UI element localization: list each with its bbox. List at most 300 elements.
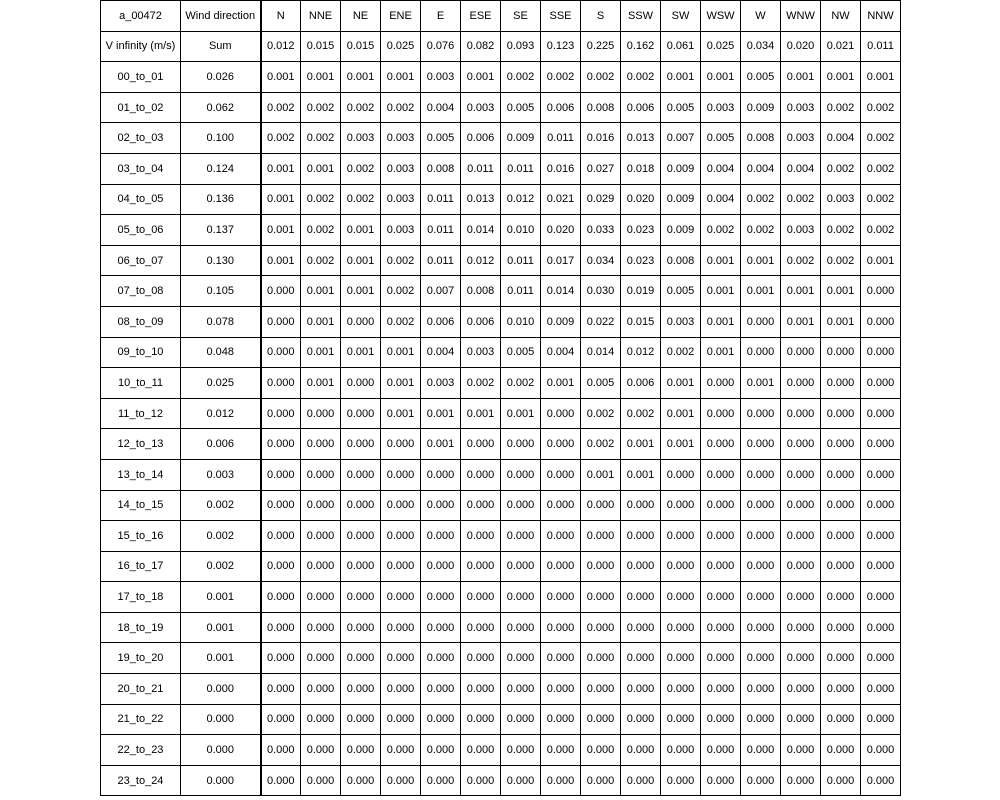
frequency-cell: 0.000 [381, 704, 421, 735]
frequency-cell: 0.002 [781, 245, 821, 276]
frequency-cell: 0.002 [741, 184, 781, 215]
speed-bin-label: 01_to_02 [101, 92, 181, 123]
frequency-cell: 0.000 [821, 643, 861, 674]
frequency-cell: 0.001 [861, 245, 901, 276]
frequency-cell: 0.000 [741, 459, 781, 490]
direction-header-cell: N [261, 1, 301, 32]
frequency-cell: 0.008 [741, 123, 781, 154]
frequency-cell: 0.001 [701, 276, 741, 307]
frequency-cell: 0.003 [701, 92, 741, 123]
frequency-cell: 0.000 [301, 490, 341, 521]
frequency-cell: 0.000 [861, 306, 901, 337]
frequency-cell: 0.000 [781, 612, 821, 643]
frequency-cell: 0.003 [421, 62, 461, 93]
frequency-cell: 0.000 [861, 582, 901, 613]
frequency-cell: 0.000 [261, 306, 301, 337]
frequency-cell: 0.000 [341, 459, 381, 490]
frequency-cell: 0.013 [621, 123, 661, 154]
row-sum-cell: 0.002 [181, 551, 261, 582]
frequency-cell: 0.021 [541, 184, 581, 215]
direction-sum-cell: 0.025 [701, 31, 741, 62]
frequency-cell: 0.000 [821, 735, 861, 766]
speed-bin-label: 20_to_21 [101, 674, 181, 705]
frequency-cell: 0.002 [661, 337, 701, 368]
frequency-cell: 0.001 [821, 306, 861, 337]
frequency-cell: 0.000 [461, 643, 501, 674]
frequency-cell: 0.000 [341, 429, 381, 460]
speed-bin-label: 03_to_04 [101, 153, 181, 184]
frequency-cell: 0.001 [661, 368, 701, 399]
frequency-cell: 0.000 [541, 490, 581, 521]
frequency-cell: 0.000 [261, 276, 301, 307]
direction-sum-cell: 0.225 [581, 31, 621, 62]
frequency-cell: 0.000 [621, 521, 661, 552]
frequency-cell: 0.033 [581, 215, 621, 246]
frequency-cell: 0.000 [861, 704, 901, 735]
frequency-cell: 0.001 [341, 215, 381, 246]
direction-sum-cell: 0.034 [741, 31, 781, 62]
speed-bin-label: 11_to_12 [101, 398, 181, 429]
direction-sum-cell: 0.011 [861, 31, 901, 62]
frequency-cell: 0.034 [581, 245, 621, 276]
frequency-cell: 0.003 [661, 306, 701, 337]
frequency-cell: 0.022 [581, 306, 621, 337]
frequency-cell: 0.000 [701, 704, 741, 735]
table-row [101, 337, 901, 368]
frequency-cell: 0.000 [621, 551, 661, 582]
frequency-cell: 0.006 [541, 92, 581, 123]
sum-row [101, 31, 901, 62]
frequency-cell: 0.014 [581, 337, 621, 368]
frequency-cell: 0.000 [581, 551, 621, 582]
frequency-cell: 0.004 [701, 153, 741, 184]
frequency-cell: 0.000 [781, 643, 821, 674]
frequency-cell: 0.000 [301, 643, 341, 674]
frequency-cell: 0.002 [301, 123, 341, 154]
frequency-cell: 0.030 [581, 276, 621, 307]
frequency-cell: 0.000 [661, 521, 701, 552]
frequency-cell: 0.000 [781, 490, 821, 521]
frequency-cell: 0.000 [661, 582, 701, 613]
direction-header-cell: WNW [781, 1, 821, 32]
frequency-cell: 0.002 [781, 184, 821, 215]
table-row [101, 368, 901, 399]
frequency-cell: 0.009 [661, 153, 701, 184]
row-sum-cell: 0.130 [181, 245, 261, 276]
frequency-cell: 0.000 [301, 735, 341, 766]
frequency-cell: 0.000 [781, 674, 821, 705]
frequency-cell: 0.000 [461, 612, 501, 643]
frequency-cell: 0.000 [261, 582, 301, 613]
frequency-cell: 0.000 [861, 276, 901, 307]
frequency-cell: 0.014 [461, 215, 501, 246]
frequency-cell: 0.000 [381, 735, 421, 766]
frequency-cell: 0.000 [301, 459, 341, 490]
frequency-cell: 0.002 [341, 184, 381, 215]
frequency-cell: 0.001 [821, 276, 861, 307]
frequency-cell: 0.001 [781, 276, 821, 307]
frequency-cell: 0.001 [661, 62, 701, 93]
row-sum-cell: 0.048 [181, 337, 261, 368]
row-sum-cell: 0.002 [181, 521, 261, 552]
frequency-cell: 0.000 [461, 735, 501, 766]
frequency-cell: 0.002 [621, 398, 661, 429]
table-row [101, 62, 901, 93]
frequency-cell: 0.001 [381, 62, 421, 93]
frequency-cell: 0.002 [541, 62, 581, 93]
frequency-cell: 0.000 [421, 704, 461, 735]
speed-bin-label: 04_to_05 [101, 184, 181, 215]
row-sum-cell: 0.003 [181, 459, 261, 490]
frequency-cell: 0.000 [621, 582, 661, 613]
frequency-cell: 0.005 [701, 123, 741, 154]
frequency-cell: 0.008 [661, 245, 701, 276]
frequency-cell: 0.000 [781, 765, 821, 796]
frequency-cell: 0.000 [621, 765, 661, 796]
frequency-cell: 0.001 [821, 62, 861, 93]
row-sum-cell: 0.078 [181, 306, 261, 337]
frequency-cell: 0.000 [661, 459, 701, 490]
frequency-cell: 0.007 [421, 276, 461, 307]
frequency-cell: 0.002 [301, 215, 341, 246]
frequency-cell: 0.003 [781, 92, 821, 123]
frequency-cell: 0.000 [861, 459, 901, 490]
frequency-cell: 0.015 [621, 306, 661, 337]
row-sum-cell: 0.000 [181, 674, 261, 705]
direction-header-cell: SE [501, 1, 541, 32]
frequency-cell: 0.016 [541, 153, 581, 184]
frequency-cell: 0.000 [421, 735, 461, 766]
frequency-cell: 0.009 [541, 306, 581, 337]
frequency-cell: 0.000 [701, 735, 741, 766]
direction-sum-cell: 0.076 [421, 31, 461, 62]
direction-sum-cell: 0.020 [781, 31, 821, 62]
frequency-cell: 0.000 [421, 674, 461, 705]
table-row [101, 459, 901, 490]
frequency-cell: 0.000 [341, 490, 381, 521]
frequency-cell: 0.000 [741, 429, 781, 460]
frequency-cell: 0.000 [781, 735, 821, 766]
frequency-cell: 0.000 [661, 612, 701, 643]
frequency-cell: 0.000 [701, 612, 741, 643]
frequency-cell: 0.000 [781, 551, 821, 582]
frequency-cell: 0.000 [781, 368, 821, 399]
direction-sum-cell: 0.123 [541, 31, 581, 62]
frequency-cell: 0.000 [861, 337, 901, 368]
table-row [101, 521, 901, 552]
speed-bin-label: 02_to_03 [101, 123, 181, 154]
direction-header: Wind direction [181, 1, 261, 32]
frequency-cell: 0.000 [461, 704, 501, 735]
direction-sum-cell: 0.012 [261, 31, 301, 62]
frequency-cell: 0.000 [821, 704, 861, 735]
frequency-cell: 0.011 [501, 276, 541, 307]
frequency-cell: 0.005 [501, 92, 541, 123]
frequency-cell: 0.000 [381, 765, 421, 796]
frequency-cell: 0.010 [501, 215, 541, 246]
frequency-cell: 0.000 [661, 735, 701, 766]
direction-header-cell: NW [821, 1, 861, 32]
frequency-cell: 0.000 [501, 612, 541, 643]
frequency-cell: 0.009 [741, 92, 781, 123]
frequency-cell: 0.000 [581, 582, 621, 613]
frequency-cell: 0.003 [821, 184, 861, 215]
frequency-cell: 0.000 [541, 612, 581, 643]
row-sum-cell: 0.006 [181, 429, 261, 460]
frequency-cell: 0.016 [581, 123, 621, 154]
direction-sum-cell: 0.025 [381, 31, 421, 62]
frequency-cell: 0.001 [741, 245, 781, 276]
frequency-cell: 0.000 [781, 337, 821, 368]
frequency-cell: 0.002 [301, 184, 341, 215]
frequency-cell: 0.000 [741, 735, 781, 766]
frequency-cell: 0.002 [741, 215, 781, 246]
frequency-cell: 0.000 [781, 582, 821, 613]
direction-header-cell: NNW [861, 1, 901, 32]
frequency-cell: 0.001 [501, 398, 541, 429]
frequency-cell: 0.000 [821, 674, 861, 705]
frequency-cell: 0.000 [741, 337, 781, 368]
frequency-cell: 0.013 [461, 184, 501, 215]
frequency-cell: 0.000 [301, 674, 341, 705]
frequency-cell: 0.000 [701, 490, 741, 521]
table-row [101, 551, 901, 582]
frequency-cell: 0.010 [501, 306, 541, 337]
frequency-cell: 0.001 [381, 368, 421, 399]
frequency-cell: 0.008 [581, 92, 621, 123]
frequency-cell: 0.000 [261, 735, 301, 766]
frequency-cell: 0.005 [661, 276, 701, 307]
frequency-cell: 0.002 [621, 62, 661, 93]
frequency-cell: 0.000 [621, 674, 661, 705]
row-sum-cell: 0.026 [181, 62, 261, 93]
frequency-cell: 0.002 [861, 184, 901, 215]
row-sum-cell: 0.100 [181, 123, 261, 154]
frequency-cell: 0.000 [781, 398, 821, 429]
row-sum-cell: 0.105 [181, 276, 261, 307]
frequency-cell: 0.000 [581, 490, 621, 521]
direction-header-cell: ENE [381, 1, 421, 32]
frequency-cell: 0.000 [541, 704, 581, 735]
speed-bin-label: 18_to_19 [101, 612, 181, 643]
frequency-cell: 0.000 [821, 337, 861, 368]
frequency-cell: 0.000 [541, 551, 581, 582]
frequency-cell: 0.006 [461, 306, 501, 337]
frequency-cell: 0.001 [381, 398, 421, 429]
frequency-cell: 0.001 [421, 429, 461, 460]
wind-frequency-table [100, 0, 901, 796]
frequency-cell: 0.000 [701, 398, 741, 429]
frequency-cell: 0.000 [821, 459, 861, 490]
frequency-cell: 0.000 [501, 765, 541, 796]
frequency-cell: 0.000 [501, 521, 541, 552]
frequency-cell: 0.000 [661, 643, 701, 674]
frequency-cell: 0.007 [661, 123, 701, 154]
direction-header-cell: S [581, 1, 621, 32]
frequency-cell: 0.000 [741, 398, 781, 429]
frequency-cell: 0.000 [621, 490, 661, 521]
frequency-cell: 0.004 [701, 184, 741, 215]
speed-bin-label: 21_to_22 [101, 704, 181, 735]
frequency-cell: 0.001 [701, 306, 741, 337]
frequency-cell: 0.004 [821, 123, 861, 154]
frequency-cell: 0.002 [461, 368, 501, 399]
frequency-cell: 0.003 [341, 123, 381, 154]
frequency-cell: 0.004 [541, 337, 581, 368]
frequency-cell: 0.000 [541, 735, 581, 766]
frequency-cell: 0.000 [741, 551, 781, 582]
frequency-cell: 0.001 [701, 62, 741, 93]
speed-bin-label: 05_to_06 [101, 215, 181, 246]
frequency-cell: 0.008 [421, 153, 461, 184]
direction-header-cell: SSE [541, 1, 581, 32]
table-row [101, 215, 901, 246]
frequency-cell: 0.000 [581, 612, 621, 643]
row-sum-cell: 0.001 [181, 612, 261, 643]
row-sum-cell: 0.136 [181, 184, 261, 215]
speed-bin-label: 13_to_14 [101, 459, 181, 490]
frequency-cell: 0.000 [621, 612, 661, 643]
table-row [101, 674, 901, 705]
frequency-cell: 0.000 [741, 765, 781, 796]
frequency-cell: 0.001 [461, 62, 501, 93]
sum-label: Sum [181, 31, 261, 62]
row-sum-cell: 0.000 [181, 704, 261, 735]
frequency-cell: 0.023 [621, 245, 661, 276]
speed-bin-label: 19_to_20 [101, 643, 181, 674]
speed-bin-label: 23_to_24 [101, 765, 181, 796]
frequency-cell: 0.000 [741, 306, 781, 337]
table-row [101, 612, 901, 643]
frequency-cell: 0.001 [381, 337, 421, 368]
frequency-cell: 0.011 [421, 245, 461, 276]
direction-header-cell: WSW [701, 1, 741, 32]
row-sum-cell: 0.000 [181, 765, 261, 796]
frequency-cell: 0.001 [461, 398, 501, 429]
frequency-cell: 0.000 [621, 643, 661, 674]
frequency-cell: 0.001 [341, 245, 381, 276]
frequency-cell: 0.000 [341, 306, 381, 337]
frequency-cell: 0.000 [741, 490, 781, 521]
frequency-cell: 0.000 [821, 582, 861, 613]
frequency-cell: 0.000 [261, 429, 301, 460]
frequency-cell: 0.002 [581, 62, 621, 93]
frequency-cell: 0.000 [821, 551, 861, 582]
frequency-cell: 0.000 [861, 398, 901, 429]
frequency-cell: 0.000 [861, 551, 901, 582]
frequency-cell: 0.000 [381, 674, 421, 705]
frequency-cell: 0.002 [301, 92, 341, 123]
frequency-cell: 0.000 [861, 429, 901, 460]
frequency-cell: 0.000 [661, 490, 701, 521]
frequency-cell: 0.002 [581, 429, 621, 460]
direction-header-cell: SSW [621, 1, 661, 32]
row-sum-cell: 0.002 [181, 490, 261, 521]
row-sum-cell: 0.001 [181, 582, 261, 613]
frequency-cell: 0.000 [541, 674, 581, 705]
frequency-cell: 0.001 [341, 62, 381, 93]
frequency-cell: 0.000 [501, 459, 541, 490]
frequency-cell: 0.000 [421, 582, 461, 613]
frequency-cell: 0.003 [781, 123, 821, 154]
frequency-cell: 0.000 [261, 612, 301, 643]
table-row [101, 276, 901, 307]
frequency-cell: 0.002 [261, 92, 301, 123]
frequency-cell: 0.006 [421, 306, 461, 337]
speed-bin-label: 06_to_07 [101, 245, 181, 276]
frequency-cell: 0.000 [581, 643, 621, 674]
table-row [101, 582, 901, 613]
frequency-cell: 0.002 [501, 62, 541, 93]
frequency-cell: 0.000 [301, 521, 341, 552]
frequency-cell: 0.011 [501, 245, 541, 276]
frequency-cell: 0.001 [701, 245, 741, 276]
frequency-cell: 0.000 [341, 735, 381, 766]
frequency-cell: 0.001 [621, 429, 661, 460]
frequency-cell: 0.000 [301, 429, 341, 460]
frequency-cell: 0.001 [341, 337, 381, 368]
frequency-cell: 0.000 [541, 643, 581, 674]
frequency-cell: 0.001 [421, 398, 461, 429]
frequency-cell: 0.000 [381, 429, 421, 460]
frequency-cell: 0.000 [501, 674, 541, 705]
frequency-cell: 0.001 [861, 62, 901, 93]
frequency-cell: 0.001 [261, 215, 301, 246]
frequency-cell: 0.000 [461, 674, 501, 705]
frequency-cell: 0.000 [861, 765, 901, 796]
frequency-cell: 0.000 [541, 521, 581, 552]
frequency-cell: 0.000 [501, 643, 541, 674]
frequency-cell: 0.012 [461, 245, 501, 276]
frequency-cell: 0.005 [421, 123, 461, 154]
frequency-cell: 0.001 [301, 276, 341, 307]
frequency-cell: 0.001 [741, 276, 781, 307]
frequency-cell: 0.000 [501, 429, 541, 460]
row-sum-cell: 0.137 [181, 215, 261, 246]
frequency-cell: 0.000 [581, 765, 621, 796]
frequency-cell: 0.000 [741, 674, 781, 705]
frequency-cell: 0.001 [781, 62, 821, 93]
frequency-cell: 0.000 [501, 582, 541, 613]
frequency-cell: 0.006 [621, 368, 661, 399]
frequency-cell: 0.000 [421, 459, 461, 490]
speed-bin-label: 00_to_01 [101, 62, 181, 93]
frequency-cell: 0.002 [301, 245, 341, 276]
row-sum-cell: 0.062 [181, 92, 261, 123]
frequency-cell: 0.002 [341, 153, 381, 184]
table-row [101, 429, 901, 460]
table-row [101, 245, 901, 276]
frequency-cell: 0.003 [421, 368, 461, 399]
frequency-cell: 0.000 [341, 704, 381, 735]
frequency-cell: 0.001 [741, 368, 781, 399]
frequency-cell: 0.000 [501, 735, 541, 766]
table-row [101, 398, 901, 429]
frequency-cell: 0.003 [381, 215, 421, 246]
frequency-cell: 0.005 [501, 337, 541, 368]
frequency-cell: 0.000 [501, 490, 541, 521]
row-sum-cell: 0.124 [181, 153, 261, 184]
frequency-cell: 0.001 [261, 153, 301, 184]
frequency-cell: 0.002 [821, 153, 861, 184]
frequency-cell: 0.000 [461, 521, 501, 552]
frequency-cell: 0.002 [821, 92, 861, 123]
frequency-cell: 0.000 [861, 612, 901, 643]
frequency-cell: 0.000 [461, 551, 501, 582]
frequency-cell: 0.017 [541, 245, 581, 276]
row-sum-cell: 0.012 [181, 398, 261, 429]
frequency-cell: 0.002 [821, 215, 861, 246]
